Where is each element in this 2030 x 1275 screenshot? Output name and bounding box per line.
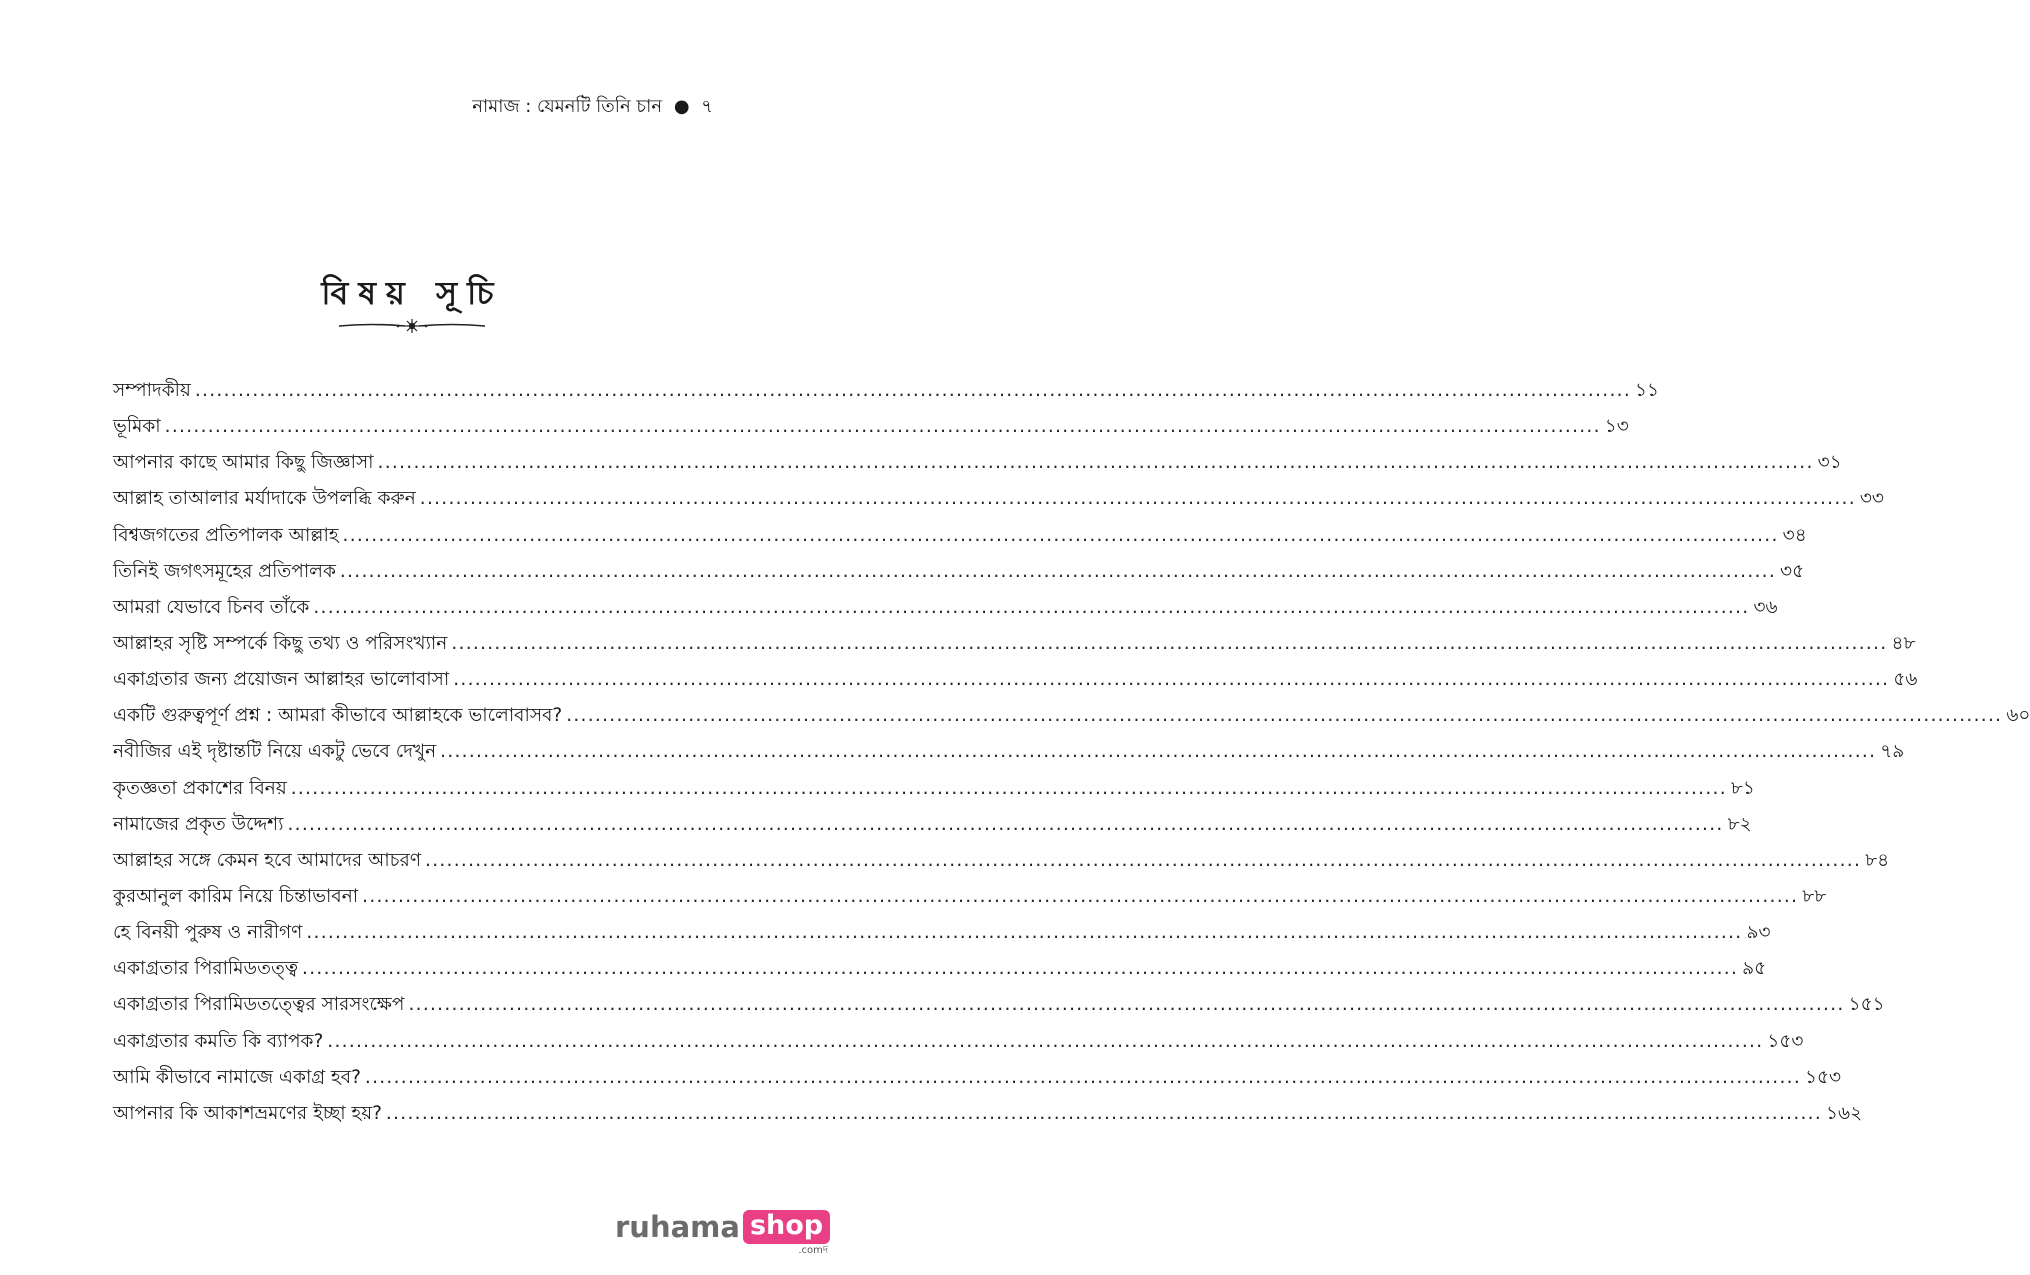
logo-domain-text: .comদ (798, 1245, 829, 1256)
toc-entry-label: আল্লাহ তাআলার মর্যাদাকে উপলব্ধি করুন (113, 488, 416, 510)
header-bullet: ● (673, 96, 690, 117)
toc-entry (113, 954, 1767, 990)
toc-entry (113, 918, 1771, 954)
toc-entry-label: একাগ্রতার জন্য প্রয়োজন আল্লাহর ভালোবাসা (113, 669, 450, 691)
toc-entry (113, 1027, 1804, 1063)
toc-entry-page: ১৩ (1604, 416, 1629, 438)
toc-entry (113, 701, 2030, 737)
toc-entry-page: ১৬২ (1826, 1102, 1863, 1124)
toc-entry-page: ৩৫ (1780, 560, 1805, 582)
logo-brand-text: ruhama (615, 1210, 740, 1244)
toc-dot-leader: ........................................................................................................................................................................................................ (419, 488, 1856, 510)
toc-dot-leader: ........................................................................................................................................................................................................ (566, 705, 2003, 727)
toc-entry-page: ৮২ (1727, 813, 1752, 835)
toc-entry-page: ৩৪ (1782, 524, 1807, 546)
toc-entry-page: ১৫৩ (1767, 1030, 1804, 1052)
toc-entry-page: ৮১ (1730, 777, 1755, 799)
toc-entry-page: ১৫৩ (1805, 1066, 1842, 1088)
toc-dot-leader: ........................................................................................................................................................................................................ (327, 1030, 1764, 1052)
toc-dot-leader: ........................................................................................................................................................................................................ (290, 777, 1727, 799)
toc-dot-leader: ........................................................................................................................................................................................................ (362, 885, 1799, 907)
toc-entry (113, 737, 1905, 773)
toc-entry (113, 412, 1629, 448)
toc-entry-label: আপনার কাছে আমার কিছু জিজ্ঞাসা (113, 452, 374, 474)
toc-dot-leader: ........................................................................................................................................................................................................ (287, 813, 1724, 835)
toc-entry-page: ৩১ (1817, 452, 1842, 474)
toc-dot-leader: ........................................................................................................................................................................................................ (342, 524, 1779, 546)
toc-dot-leader: ........................................................................................................................................................................................................ (306, 922, 1743, 944)
book-title: নামাজ : যেমনটি তিনি চান (472, 96, 663, 117)
toc-entry-label: একাগ্রতার পিরামিডতত্ত্ব (113, 958, 299, 980)
toc-entry-label: একাগ্রতার পিরামিডতত্ত্বের সারসংক্ষেপ (113, 994, 405, 1016)
toc-entry (113, 1099, 1863, 1135)
toc-dot-leader: ........................................................................................................................................................................................................ (313, 596, 1750, 618)
toc-entry-label: কৃতজ্ঞতা প্রকাশের বিনয় (113, 777, 287, 799)
toc-entry-label: একটি গুরুত্বপূর্ণ প্রশ্ন : আমরা কীভাবে আল্লাহকে ভালোবাসব? (113, 705, 563, 727)
toc-entry (113, 882, 1827, 918)
toc-entry-label: বিশ্বজগতের প্রতিপালক আল্লাহ (113, 524, 339, 546)
toc-entry-page: ৫৬ (1893, 669, 1918, 691)
toc-entry-page: ৭৯ (1880, 741, 1905, 763)
toc-entry (113, 774, 1755, 810)
toc-list (113, 376, 2030, 1135)
toc-entry-page: ৩৩ (1859, 488, 1884, 510)
toc-dot-leader: ........................................................................................................................................................................................................ (364, 1066, 1802, 1088)
toc-entry-label: আমি কীভাবে নামাজে একাগ্র হব? (113, 1066, 361, 1088)
toc-entry-label: আপনার কি আকাশভ্রমণের ইচ্ছা হয়? (113, 1102, 382, 1124)
toc-entry-label: কুরআনুল কারিম নিয়ে চিন্তাভাবনা (113, 885, 359, 907)
toc-entry (113, 1063, 1842, 1099)
toc-entry (113, 521, 1807, 557)
toc-entry-label: একাগ্রতার কমতি কি ব্যাপক? (113, 1030, 324, 1052)
toc-dot-leader: ........................................................................................................................................................................................................ (194, 380, 1631, 401)
toc-entry-label: তিনিই জগৎসমূহের প্রতিপালক (113, 560, 336, 582)
logo-shop-badge (743, 1210, 830, 1256)
toc-dot-leader: ........................................................................................................................................................................................................ (408, 994, 1845, 1016)
toc-entry (113, 665, 1918, 701)
toc-entry-page: ৩৬ (1753, 596, 1778, 618)
toc-dot-leader: ........................................................................................................................................................................................................ (425, 849, 1862, 871)
toc-entry-page: ৯৩ (1746, 922, 1771, 944)
title-ornament-divider (337, 316, 487, 336)
toc-entry (113, 593, 1778, 629)
toc-entry-label: হে বিনয়ী পুরুষ ও নারীগণ (113, 922, 303, 944)
toc-dot-leader: ........................................................................................................................................................................................................ (377, 452, 1814, 474)
toc-entry-page: ৮৮ (1802, 885, 1827, 907)
toc-dot-leader: ........................................................................................................................................................................................................ (440, 741, 1877, 763)
toc-entry (113, 557, 1805, 593)
toc-entry (113, 810, 1752, 846)
logo-shop-text: shop (743, 1210, 830, 1244)
toc-dot-leader: ........................................................................................................................................................................................................ (164, 416, 1601, 438)
toc-dot-leader: ........................................................................................................................................................................................................ (302, 958, 1739, 980)
toc-entry-page: ৮৪ (1865, 849, 1890, 871)
toc-entry-label: আমরা যেভাবে চিনব তাঁকে (113, 596, 310, 618)
toc-entry-page: ৯৫ (1742, 958, 1767, 980)
toc-entry-page: ৬০ (2006, 705, 2030, 727)
toc-entry-page: ৪৮ (1891, 632, 1916, 654)
toc-entry-page: ১৫১ (1848, 994, 1885, 1016)
toc-dot-leader: ........................................................................................................................................................................................................ (453, 669, 1890, 691)
toc-entry-page: ১১ (1635, 380, 1660, 401)
toc-entry-label: আল্লাহর সৃষ্টি সম্পর্কে কিছু তথ্য ও পরিসংখ্যান (113, 632, 448, 654)
toc-entry-label: সম্পাদকীয় (113, 380, 191, 401)
toc-entry-label: নবীজির এই দৃষ্টান্তটি নিয়ে একটু ভেবে দেখুন (113, 741, 437, 763)
toc-entry-label: ভূমিকা (113, 416, 161, 438)
toc-entry-label: আল্লাহর সঙ্গে কেমন হবে আমাদের আচরণ (113, 849, 422, 871)
toc-entry (113, 376, 1660, 412)
toc-entry (113, 629, 1916, 665)
page-number: ৭ (701, 96, 713, 117)
toc-entry-label: নামাজের প্রকৃত উদ্দেশ্য (113, 813, 284, 835)
toc-dot-leader: ........................................................................................................................................................................................................ (339, 560, 1777, 582)
toc-entry (113, 846, 1890, 882)
toc-title: বিষয় সূচি (321, 274, 504, 312)
toc-dot-leader: ........................................................................................................................................................................................................ (385, 1102, 1823, 1124)
running-header (472, 92, 713, 123)
toc-dot-leader: ........................................................................................................................................................................................................ (451, 632, 1888, 654)
ruhamashop-logo (615, 1210, 830, 1256)
toc-entry (113, 990, 1885, 1026)
toc-entry (113, 484, 1884, 520)
toc-entry (113, 448, 1842, 484)
